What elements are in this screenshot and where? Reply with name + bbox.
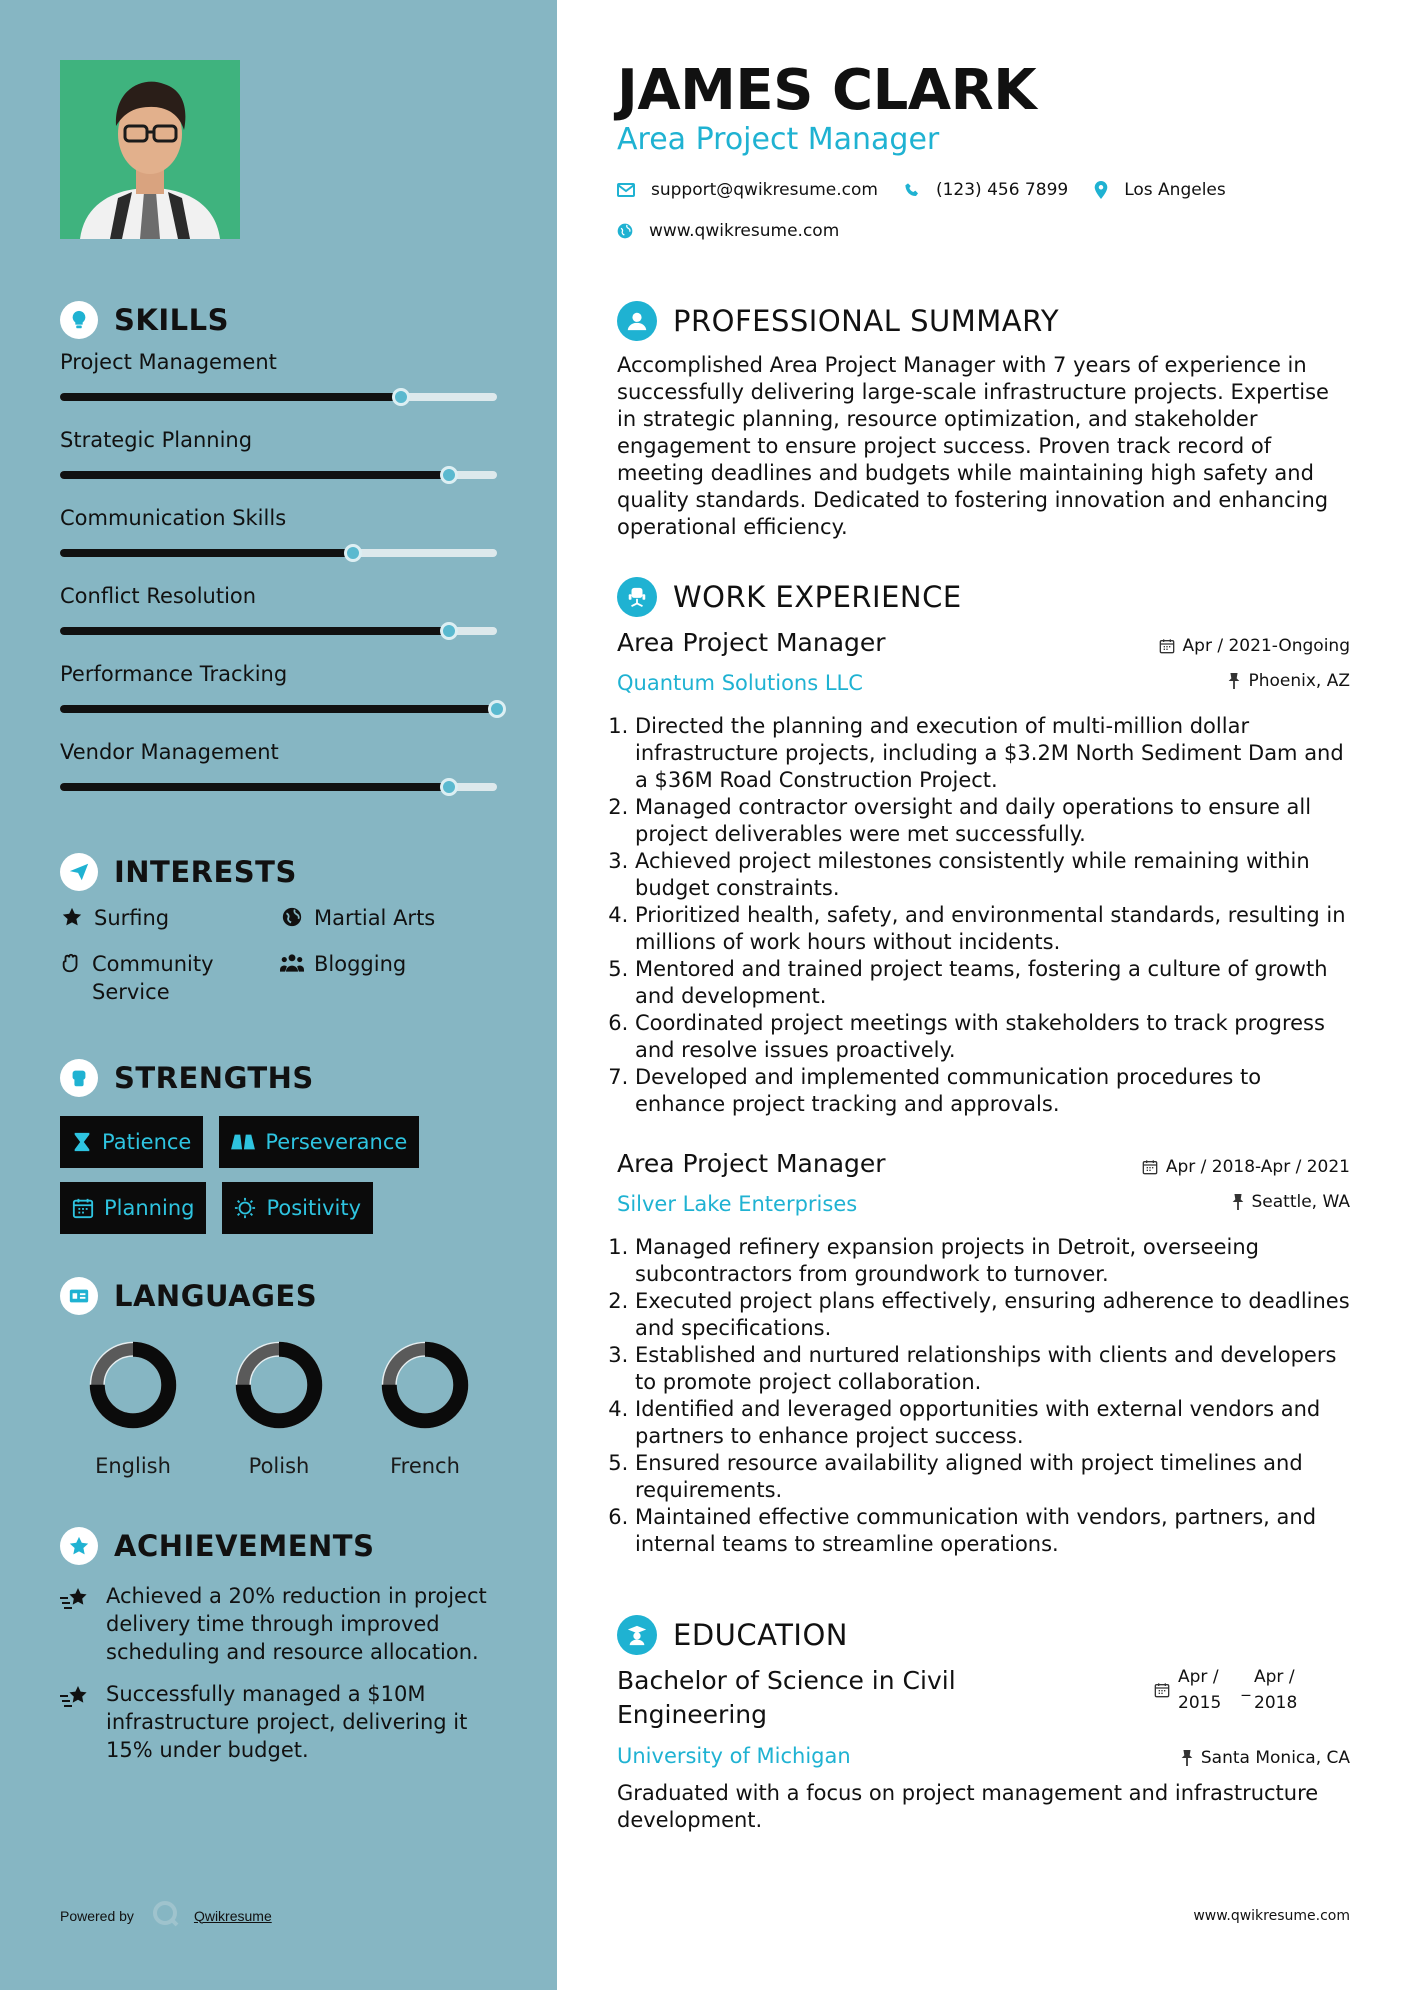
skill-bar-track (60, 471, 497, 479)
website-row (617, 221, 839, 241)
job-company: Silver Lake Enterprises (617, 1192, 858, 1216)
email-text[interactable]: support@qwikresume.com (651, 180, 878, 200)
strength-label: Patience (102, 1130, 192, 1154)
id-card-icon (60, 1277, 98, 1315)
profile-photo (60, 60, 240, 239)
strengths-tags (60, 1116, 500, 1234)
language-ring (378, 1338, 472, 1432)
pushpin-icon (1181, 1750, 1193, 1766)
job-dates (1159, 636, 1350, 656)
skills-header (60, 300, 500, 340)
powered-by-label: Powered by (60, 1907, 134, 1924)
education-start: Apr / 2015 (1178, 1667, 1222, 1713)
summary-text: Accomplished Area Project Manager with 7 years of experience in successfully delivering large-scale infrastructure projects. Expertise in strategic planning, resource optimization, and stakeholder engagement to ensure project success. Proven track record of meeting deadlines and budgets while maintaining high safety and quality standards. Dedicated to fostering innovation and enhancing operational efficiency. (617, 353, 1329, 539)
job-bullet: 6. Coordinated project meetings with stakeholders to track progress and resolve issues proactively. (635, 1010, 1350, 1064)
contact-row (617, 180, 1226, 200)
skill-item (60, 346, 500, 424)
office-chair-icon (617, 577, 657, 617)
experience-header (617, 575, 962, 619)
languages-header (60, 1276, 500, 1316)
job-dates-text: Apr / 2021-Ongoing (1182, 636, 1350, 656)
job-bullet: 5. Mentored and trained project teams, fostering a culture of growth and development. (635, 956, 1350, 1010)
achievements-section (60, 1526, 500, 1778)
education-date-separator: _ (1241, 1677, 1251, 1697)
interests-header (60, 852, 500, 892)
globe-icon (280, 904, 304, 928)
school-name: University of Michigan (617, 1744, 851, 1768)
phone-icon (904, 182, 920, 198)
star-badge-icon (60, 1527, 98, 1565)
skill-bar-fill (60, 471, 449, 479)
achievement-item (60, 1680, 500, 1764)
skill-label: Performance Tracking (60, 662, 288, 686)
hourglass-icon (72, 1131, 92, 1153)
language-label: English (95, 1454, 171, 1478)
calendar-icon (72, 1197, 94, 1219)
skill-bar-track (60, 393, 497, 401)
education-header (617, 1613, 848, 1657)
skill-item (60, 502, 500, 580)
language-ring (86, 1338, 180, 1432)
skill-bar-knob (488, 700, 506, 718)
interest-label: Blogging (314, 952, 407, 976)
achievement-text: Achieved a 20% reduction in project delivery time through improved scheduling and resource allocation. (106, 1584, 487, 1664)
interest-item (60, 950, 280, 1006)
interest-item (280, 904, 500, 932)
candidate-role: Area Project Manager (617, 122, 940, 157)
candidate-name: JAMES CLARK (617, 58, 1037, 123)
envelope-icon (617, 183, 635, 197)
education-location (1181, 1748, 1350, 1768)
skill-bar-fill (60, 705, 497, 713)
job-entry (617, 1149, 1350, 1558)
calendar-icon (1142, 1159, 1158, 1175)
strengths-title: STRENGTHS (114, 1061, 314, 1095)
job-location-text: Seattle, WA (1251, 1192, 1350, 1212)
achievements-title: ACHIEVEMENTS (114, 1529, 375, 1563)
degree-title: Bachelor of Science in Civil Engineering (617, 1666, 956, 1729)
pushpin-icon (1232, 1194, 1244, 1210)
achievement-text: Successfully managed a $10M infrastructure project, delivering it 15% under budget. (106, 1682, 468, 1762)
skill-label: Strategic Planning (60, 428, 253, 452)
job-bullets (617, 713, 1350, 1118)
binoculars-icon (231, 1131, 255, 1153)
calendar-icon (1159, 638, 1175, 654)
job-bullet: 6. Maintained effective communication with vendors, partners, and internal teams to streamline operations. (635, 1504, 1350, 1558)
job-bullet: 2. Executed project plans effectively, ensuring adherence to deadlines and specifications. (635, 1288, 1350, 1342)
job-location (1232, 1192, 1351, 1212)
job-bullet: 4. Identified and leveraged opportunities with external vendors and partners to enhance project success. (635, 1396, 1350, 1450)
skill-label: Project Management (60, 350, 277, 374)
skill-bar-knob (392, 388, 410, 406)
job-bullet: 3. Achieved project milestones consistently while remaining within budget constraints. (635, 848, 1350, 902)
footer-url[interactable]: www.qwikresume.com (1193, 1908, 1350, 1924)
job-bullets (617, 1234, 1350, 1558)
job-location (1228, 671, 1350, 691)
map-pin-icon (1094, 181, 1108, 199)
education-description: Graduated with a focus on project management and infrastructure development. (617, 1781, 1319, 1832)
interests-section (60, 852, 500, 1006)
qwikresume-logo-icon (152, 1900, 180, 1931)
job-entry (617, 628, 1350, 1118)
skill-label: Communication Skills (60, 506, 287, 530)
job-dates (1142, 1157, 1350, 1177)
language-item (206, 1338, 352, 1478)
job-location-text: Phoenix, AZ (1248, 671, 1350, 691)
strength-tag (222, 1182, 373, 1234)
calendar-icon (1154, 1680, 1170, 1706)
job-company: Quantum Solutions LLC (617, 671, 863, 695)
strength-tag (219, 1116, 419, 1168)
hand-icon (60, 950, 82, 974)
job-bullet: 3. Established and nurtured relationships with clients and developers to promote project collaboration. (635, 1342, 1350, 1396)
language-ring (232, 1338, 326, 1432)
qwikresume-link[interactable]: Qwikresume (193, 1907, 272, 1924)
skill-bar-fill (60, 549, 353, 557)
job-bullet: 1. Managed refinery expansion projects in Detroit, overseeing subcontractors from groundwork to turnover. (635, 1234, 1350, 1288)
job-title: Area Project Manager (617, 1149, 886, 1178)
job-dates-text: Apr / 2018-Apr / 2021 (1165, 1157, 1350, 1177)
skill-item (60, 580, 500, 658)
job-bullet: 5. Ensured resource availability aligned with project timelines and requirements. (635, 1450, 1350, 1504)
skill-label: Vendor Management (60, 740, 279, 764)
job-bullet: 4. Prioritized health, safety, and environmental standards, resulting in millions of work hours without incidents. (635, 902, 1350, 956)
globe-icon (617, 223, 633, 239)
paper-plane-icon (60, 853, 98, 891)
shooting-star-icon (60, 1582, 92, 1666)
user-icon (617, 301, 657, 341)
skill-bar-knob (344, 544, 362, 562)
skill-bar-fill (60, 783, 449, 791)
summary-title: PROFESSIONAL SUMMARY (673, 304, 1060, 338)
skill-item (60, 424, 500, 502)
sidebar (0, 0, 557, 1990)
sun-icon (234, 1197, 256, 1219)
language-label: French (390, 1454, 460, 1478)
powered-by (60, 1900, 272, 1931)
skill-bar-track (60, 627, 497, 635)
job-bullet: 7. Developed and implemented communication procedures to enhance project tracking and approvals. (635, 1064, 1350, 1118)
languages-title: LANGUAGES (114, 1279, 318, 1313)
skill-bar-knob (440, 622, 458, 640)
languages-section (60, 1276, 500, 1478)
skills-title: SKILLS (114, 303, 229, 337)
strength-label: Perseverance (265, 1130, 408, 1154)
interest-item (60, 904, 280, 932)
pushpin-icon (1228, 673, 1240, 689)
achievement-item (60, 1582, 500, 1666)
education-entry (617, 1664, 1350, 1834)
skill-bar-track (60, 783, 497, 791)
job-title: Area Project Manager (617, 628, 886, 657)
job-bullet: 2. Managed contractor oversight and daily operations to ensure all project deliverables were met successfully. (635, 794, 1350, 848)
job-bullet: 1. Directed the planning and execution of multi-million dollar infrastructure projects, including a $3.2M North Sediment Dam and a $36M Road Construction Project. (635, 713, 1350, 794)
skills-section (60, 300, 500, 814)
users-icon (280, 950, 304, 974)
skill-bar-fill (60, 627, 449, 635)
languages-list (60, 1338, 500, 1478)
lightbulb-icon (60, 301, 98, 339)
strength-label: Planning (104, 1196, 195, 1220)
skill-bar-track (60, 705, 497, 713)
shooting-star-icon (60, 1680, 92, 1764)
education-location-text: Santa Monica, CA (1200, 1748, 1350, 1768)
education-title: EDUCATION (673, 1618, 849, 1652)
skill-item (60, 658, 500, 736)
phone-text: (123) 456 7899 (935, 180, 1069, 200)
graduate-icon (617, 1615, 657, 1655)
summary-header (617, 299, 1059, 343)
experience-title: WORK EXPERIENCE (673, 580, 962, 614)
strengths-header (60, 1058, 500, 1098)
skill-bar-fill (60, 393, 401, 401)
fist-icon (60, 1059, 98, 1097)
website-text[interactable]: www.qwikresume.com (649, 221, 840, 241)
language-item (60, 1338, 206, 1478)
education-dates (1154, 1664, 1314, 1716)
skill-bar-knob (440, 466, 458, 484)
skills-list (60, 346, 500, 814)
strength-label: Positivity (266, 1196, 361, 1220)
interest-label: Community Service (92, 952, 214, 1004)
skill-bar-knob (440, 778, 458, 796)
strength-tag (60, 1116, 203, 1168)
interest-item (280, 950, 500, 1006)
location-text: Los Angeles (1124, 180, 1226, 200)
interest-label: Martial Arts (314, 906, 436, 930)
star-icon (60, 904, 84, 928)
interest-label: Surfing (94, 906, 170, 930)
language-label: Polish (248, 1454, 310, 1478)
achievements-header (60, 1526, 500, 1566)
education-end: Apr / 2018 (1254, 1667, 1298, 1713)
skill-bar-track (60, 549, 497, 557)
interests-list (60, 904, 500, 1006)
skill-item (60, 736, 500, 814)
interests-title: INTERESTS (114, 855, 297, 889)
strengths-section (60, 1058, 500, 1234)
language-item (352, 1338, 498, 1478)
strength-tag (60, 1182, 206, 1234)
skill-label: Conflict Resolution (60, 584, 257, 608)
